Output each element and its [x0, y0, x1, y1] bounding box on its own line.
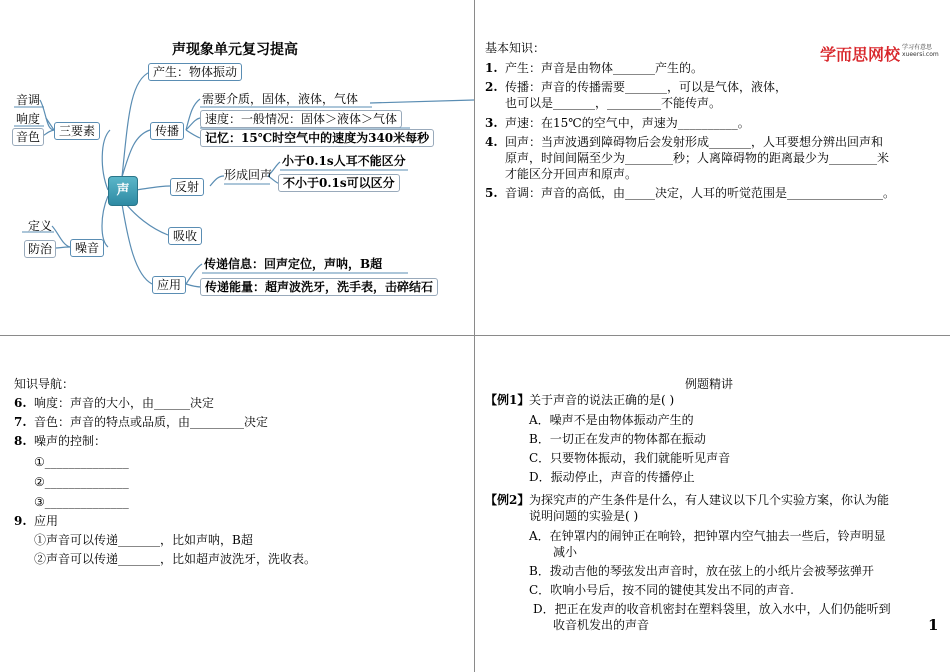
basic-item-line: 音调：声音的高低，由_____决定，人耳的听觉范围是________________。 — [505, 186, 896, 200]
example-1-option: A．噪声不是由物体振动产生的 — [529, 413, 694, 427]
guide-item-text: 噪声的控制： — [34, 434, 107, 448]
noise-control-blank: ③______________ — [34, 495, 129, 509]
basic-item-line: 原声，时间间隔至少为________秒；人离障碍物的距离最少为________米 — [505, 151, 890, 165]
app-transmit-info: 传递信息：回声定位，声呐，B超 — [204, 257, 383, 271]
example-2-question: 说明问题的实验是( ) — [529, 509, 639, 523]
example-2-option: 减小 — [553, 545, 578, 559]
branch-propagation: 传播 — [150, 122, 184, 140]
example-1-question: 关于声音的说法正确的是( ) — [529, 393, 675, 407]
example-1-option: D．振动停止，声音的传播停止 — [529, 470, 695, 484]
basic-item-num: 2. — [485, 80, 498, 94]
brand-logo-tagline — [902, 44, 939, 58]
guide-item-num: 8. — [14, 434, 27, 448]
basic-item-line: 也可以是_______，_________不能传声。 — [505, 96, 722, 110]
example-2-option: C．吹响小号后，按不同的键使其发出不同的声音. — [529, 583, 794, 597]
guide-item-text: 响度：声音的大小，由______决定 — [34, 396, 215, 410]
propagation-memory: 记忆：15℃时空气中的速度为340米每秒 — [200, 129, 434, 147]
guide-app-heading: 应用 — [34, 514, 59, 528]
guide-heading: 知识导航： — [14, 377, 75, 391]
noise-control-blank: ②______________ — [34, 475, 129, 489]
basic-item-line: 才能区分开回声和原声。 — [505, 167, 638, 181]
branch-reflection: 反射 — [170, 178, 204, 196]
basic-item-num: 1. — [485, 61, 498, 75]
brand-tagline-cn: 学习有意思 — [902, 44, 933, 51]
basic-item-num: 4. — [485, 135, 498, 149]
branch-three-elements: 三要素 — [54, 122, 100, 140]
element-timbre: 音色 — [12, 128, 44, 146]
propagation-speed: 速度：一般情况：固体＞液体＞气体 — [200, 110, 402, 128]
basic-item-line: 回声：当声波遇到障碍物后会发射形成_______，人耳要想分辨出回声和 — [505, 135, 884, 149]
branch-application: 应用 — [152, 276, 186, 294]
basic-item-num: 5. — [485, 186, 498, 200]
example-2-option: A．在钟罩内的闹钟正在响铃，把钟罩内空气抽去一些后，铃声明显 — [529, 529, 886, 543]
example-1-tag: 【例1】 — [485, 393, 530, 407]
basic-item-num: 3. — [485, 116, 498, 130]
element-loudness: 响度 — [16, 112, 41, 126]
guide-item-num: 9. — [14, 514, 27, 528]
examples-panel — [475, 336, 950, 672]
brand-logo: 学而思网校 — [820, 45, 901, 64]
element-pitch: 音调 — [16, 93, 41, 107]
basic-item-line: 传播：声音的传播需要_______，可以是气体，液体， — [505, 80, 788, 94]
guide-app-item: ①声音可以传递_______，比如声呐，B超 — [34, 533, 253, 547]
branch-source: 产生：物体振动 — [148, 63, 242, 81]
noise-control: 防治 — [24, 240, 56, 258]
guide-item-num: 6. — [14, 396, 27, 410]
basic-item-line: 产生：声音是由物体_______产生的。 — [505, 61, 704, 75]
example-2-option: B．拨动吉他的琴弦发出声音时，放在弦上的小纸片会被琴弦弹开 — [529, 564, 874, 578]
echo-over-0-1s: 不小于0.1s可以区分 — [278, 174, 400, 192]
example-2-tag: 【例2】 — [485, 493, 530, 507]
echo-label: 形成回声 — [224, 168, 273, 182]
knowledge-guide-panel — [0, 336, 474, 672]
example-2-question: 为探究声的产生条件是什么，有人建议以下几个实验方案，你认为能 — [529, 493, 890, 507]
guide-item-num: 7. — [14, 415, 27, 429]
basic-item-line: 声速：在15℃的空气中，声速为__________。 — [505, 116, 750, 130]
example-2-option: D．把正在发声的收音机密封在塑料袋里，放入水中，人们仍能听到 — [533, 602, 891, 616]
brand-domain: xueersi.com — [902, 51, 939, 58]
app-transmit-energy: 传递能量：超声波洗牙，洗手表，击碎结石 — [200, 278, 438, 296]
mindmap-center-node: 声 — [108, 176, 138, 206]
basic-knowledge-panel — [475, 0, 950, 335]
branch-absorption: 吸收 — [168, 227, 202, 245]
guide-item-text: 音色：声音的特点或品质，由_________决定 — [34, 415, 269, 429]
example-2-option: 收音机发出的声音 — [553, 618, 650, 632]
noise-definition: 定义 — [28, 219, 53, 233]
propagation-medium: 需要介质，固体，液体，气体 — [202, 92, 359, 106]
mindmap-panel — [0, 0, 474, 335]
examples-heading: 例题精讲 — [685, 377, 734, 391]
mindmap-title: 声现象单元复习提高 — [172, 42, 298, 58]
basic-heading: 基本知识： — [485, 41, 546, 55]
noise-control-blank: ①______________ — [34, 455, 129, 469]
page-number: 1 — [928, 616, 939, 634]
branch-noise: 噪音 — [70, 239, 104, 257]
guide-app-item: ②声音可以传递_______，比如超声波洗牙，洗收表。 — [34, 552, 317, 566]
echo-under-0-1s: 小于0.1s人耳不能区分 — [282, 154, 406, 168]
example-1-option: B．一切正在发声的物体都在振动 — [529, 432, 706, 446]
example-1-option: C．只要物体振动，我们就能听见声音 — [529, 451, 731, 465]
